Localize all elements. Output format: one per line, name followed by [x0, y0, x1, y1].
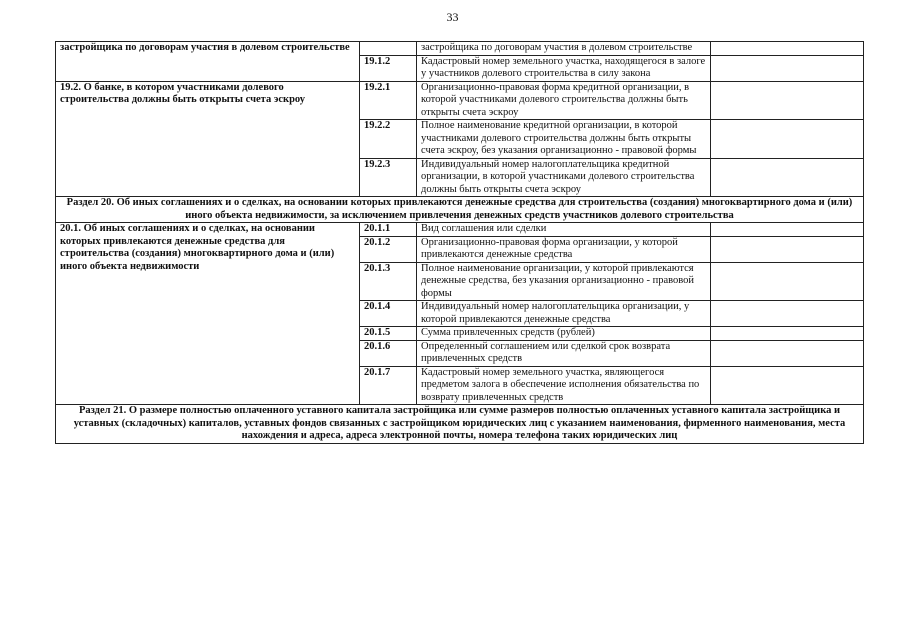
desc-cell: застройщика по договорам участия в долевом строительстве: [417, 42, 711, 56]
value-cell: [711, 262, 864, 301]
table-row: [56, 81, 864, 120]
desc-cell: Сумма привлеченных средств (рублей): [417, 327, 711, 341]
code-cell: 20.1.5: [360, 327, 417, 341]
value-cell: [711, 223, 864, 237]
value-cell: [711, 55, 864, 81]
disclosure-table: [55, 41, 864, 444]
desc-cell: Индивидуальный номер налогоплательщика кредитной организации, в которой участниками долевого строительства должны быть открыты счета эскроу: [417, 158, 711, 197]
desc-cell: Определенный соглашением или сделкой срок возврата привлеченных средств: [417, 340, 711, 366]
section-21-heading: Раздел 21. О размере полностью оплаченного уставного капитала застройщика или сумме размеров полностью оплаченных уставного капитала застройщика и уставных (складочных) капиталов, уставных фондов связанных с застройщиком юридических лиц с указанием наименования, фирменного наименования, места нахождения и адреса, адреса электронной почты, номера телефона таких юридических лиц: [56, 405, 864, 444]
desc-cell: Организационно-правовая форма кредитной организации, в которой участниками долевого строительства должны быть открыты счета эскроу: [417, 81, 711, 120]
desc-cell: Полное наименование организации, у которой привлекаются денежные средства, без указания организационно - правовой формы: [417, 262, 711, 301]
code-cell: 19.2.3: [360, 158, 417, 197]
value-cell: [711, 158, 864, 197]
value-cell: [711, 42, 864, 56]
value-cell: [711, 236, 864, 262]
section-row: [56, 405, 864, 444]
page-number: 33: [446, 10, 459, 24]
table-row: [56, 223, 864, 237]
code-cell: 20.1.1: [360, 223, 417, 237]
value-cell: [711, 120, 864, 159]
code-cell: 20.1.6: [360, 340, 417, 366]
desc-cell: Кадастровый номер земельного участка, являющегося предметом залога в обеспечение исполнения обязательства по возврату привлеченных средств: [417, 366, 711, 405]
code-cell-empty: [360, 42, 417, 56]
group-cell-19-2: 19.2. О банке, в котором участниками долевого строительства должны быть открыты счета эскроу: [56, 81, 360, 197]
value-cell: [711, 81, 864, 120]
desc-cell: Индивидуальный номер налогоплательщика организации, у которой привлекаются денежные средства: [417, 301, 711, 327]
code-cell: 20.1.2: [360, 236, 417, 262]
code-cell: 19.2.2: [360, 120, 417, 159]
code-cell: 19.2.1: [360, 81, 417, 120]
value-cell: [711, 340, 864, 366]
code-cell: 20.1.3: [360, 262, 417, 301]
value-cell: [711, 327, 864, 341]
section-row: [56, 197, 864, 223]
group-cell-20-1: 20.1. Об иных соглашениях и о сделках, на основании которых привлекаются денежные средства для строительства (создания) многоквартирного дома и (или) иного объекта недвижимости: [56, 223, 360, 405]
value-cell: [711, 301, 864, 327]
group-cell-19-1: застройщика по договорам участия в долевом строительстве: [56, 42, 360, 82]
value-cell: [711, 366, 864, 405]
desc-cell: Организационно-правовая форма организации, у которой привлекаются денежные средства: [417, 236, 711, 262]
desc-cell: Полное наименование кредитной организации, в которой участниками долевого строительства должны быть открыты счета эскроу, без указания организационно - правовой формы: [417, 120, 711, 159]
code-cell: 20.1.7: [360, 366, 417, 405]
section-20-heading: Раздел 20. Об иных соглашениях и о сделках, на основании которых привлекаются денежные средства для строительства (создания) многоквартирного дома и (или) иного объекта недвижимости, за исключением привлечения денежных средств участников долевого строительства: [56, 197, 864, 223]
code-cell: 20.1.4: [360, 301, 417, 327]
code-cell: 19.1.2: [360, 55, 417, 81]
desc-cell: Вид соглашения или сделки: [417, 223, 711, 237]
desc-cell: Кадастровый номер земельного участка, находящегося в залоге у участников долевого строительства в силу закона: [417, 55, 711, 81]
table-row: [56, 42, 864, 56]
